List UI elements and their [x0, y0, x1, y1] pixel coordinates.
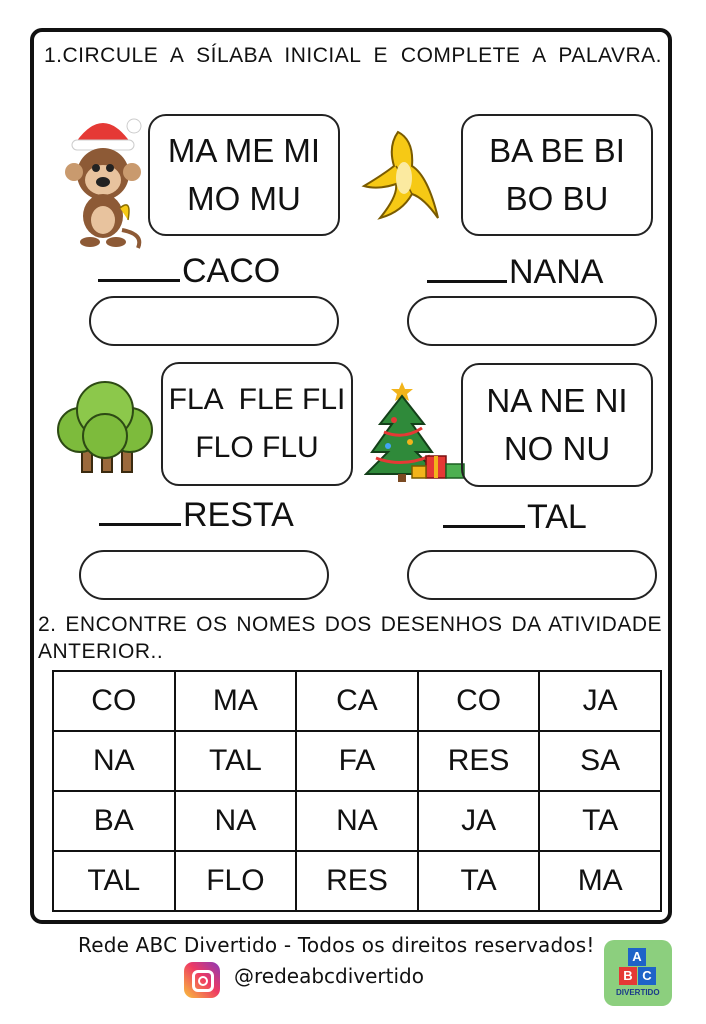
answer-field-1[interactable]: [89, 296, 339, 346]
grid-cell[interactable]: RES: [418, 731, 540, 791]
syllable-search-grid: [52, 670, 662, 912]
grid-cell[interactable]: TAL: [53, 851, 175, 911]
grid-cell[interactable]: BA: [53, 791, 175, 851]
grid-cell[interactable]: NA: [53, 731, 175, 791]
word-ending: TAL: [527, 498, 587, 536]
instagram-icon[interactable]: [184, 962, 220, 998]
grid-cell[interactable]: MA: [175, 671, 297, 731]
syllable-line: NO NU: [503, 430, 611, 467]
grid-cell[interactable]: JA: [539, 671, 661, 731]
syllable-box-3[interactable]: [161, 362, 353, 486]
syllable-box-1[interactable]: [148, 114, 340, 236]
syllable-line: MO MU: [187, 180, 301, 217]
tree-picture: [52, 378, 158, 476]
grid-cell[interactable]: CO: [53, 671, 175, 731]
word-blank[interactable]: [98, 247, 180, 282]
abc-divertido-logo: A B C DIVERTIDO: [604, 940, 672, 1006]
grid-row: [53, 731, 661, 791]
syllable-line: FLO FLU: [195, 431, 319, 464]
grid-row: [53, 851, 661, 911]
christmas-tree-picture: [364, 380, 468, 484]
grid-cell[interactable]: RES: [296, 851, 418, 911]
answer-field-3[interactable]: [79, 550, 329, 600]
syllable-line: BA BE BI: [489, 132, 625, 169]
instagram-handle[interactable]: @redeabcdivertido: [234, 964, 424, 988]
grid-cell[interactable]: SA: [539, 731, 661, 791]
banana-picture: [358, 126, 444, 226]
word-blank[interactable]: [99, 491, 181, 526]
activity2-instruction: 2. ENCONTRE OS NOMES DOS DESENHOS DA ATIVIDADE ANTERIOR..: [38, 613, 662, 663]
word-2: [427, 248, 603, 292]
copyright-notice: Rede ABC Divertido - Todos os direitos reservados!: [78, 933, 595, 957]
word-blank[interactable]: [443, 493, 525, 528]
grid-cell[interactable]: TA: [539, 791, 661, 851]
grid-cell[interactable]: NA: [175, 791, 297, 851]
syllable-line: NA NE NI: [486, 382, 628, 419]
syllable-box-4[interactable]: [461, 363, 653, 487]
word-3: [99, 491, 294, 535]
monkey-picture: [58, 112, 148, 250]
grid-cell[interactable]: TAL: [175, 731, 297, 791]
word-ending: CACO: [182, 252, 281, 290]
word-ending: RESTA: [183, 496, 294, 534]
grid-cell[interactable]: NA: [296, 791, 418, 851]
syllable-line: BO BU: [505, 180, 609, 217]
grid-cell[interactable]: FA: [296, 731, 418, 791]
word-1: [98, 247, 280, 291]
word-blank[interactable]: [427, 248, 507, 283]
word-ending: NANA: [509, 253, 604, 291]
syllable-line: FLA FLE FLI: [168, 383, 346, 416]
grid-cell[interactable]: MA: [539, 851, 661, 911]
syllable-box-2[interactable]: [461, 114, 653, 236]
grid-row: [53, 671, 661, 731]
grid-cell[interactable]: CA: [296, 671, 418, 731]
grid-cell[interactable]: JA: [418, 791, 540, 851]
answer-field-4[interactable]: [407, 550, 657, 600]
syllable-line: MA ME MI: [167, 132, 321, 169]
activity1-instruction: 1.CIRCULE A SÍLABA INICIAL E COMPLETE A PALAVRA.: [44, 44, 662, 67]
grid-cell[interactable]: FLO: [175, 851, 297, 911]
word-4: [443, 493, 587, 537]
grid-cell[interactable]: TA: [418, 851, 540, 911]
grid-row: [53, 791, 661, 851]
answer-field-2[interactable]: [407, 296, 657, 346]
grid-cell[interactable]: CO: [418, 671, 540, 731]
